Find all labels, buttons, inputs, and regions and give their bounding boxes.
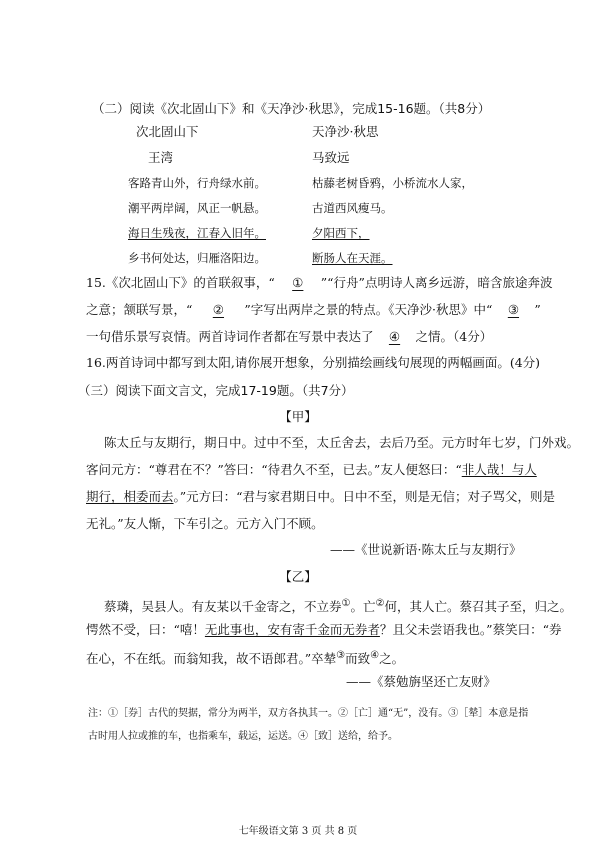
passage-jia-line-3 [86,489,555,505]
yi-text-2a: 愕然不受，曰：“嘻！ [86,622,205,637]
passage-jia-line-1: 陈太丘与友期行，期日中。过中不至，太丘舍去，去后乃至。元方时年七岁，门外戏。 [104,435,580,450]
answer-blank-1[interactable]: ① [292,275,304,290]
yi-text-2b: ？且父未尝语我也。”蔡笑曰：“券 [379,622,562,637]
jia-text-3b: 。”元方曰：“君与家君期日中。日中不至，则是无信；对子骂父，则是 [173,489,556,504]
footnote-ref-3: ③ [336,650,346,661]
footnote-ref-4: ④ [370,650,380,661]
poem2-line-4-underlined: 断肠人在天涯。 [312,251,393,265]
footnote-ref-2: ② [375,598,385,609]
answer-blank-3[interactable]: ③ [507,302,520,317]
yi-text-1c: 何，其人亡。蔡召其子至，归之。 [384,599,572,615]
question-15-line-1 [86,275,552,291]
q15-text-2: ”“行舟”点明诗人离乡远游，暗含旅途奔波 [320,275,553,290]
yi-text-3a: 在心，不在纸。而翁知我，故不语郎君。”卒辇 [86,651,337,667]
passage-jia-source: ——《世说新语·陈太丘与友期行》 [330,542,522,557]
jia-underlined-2: 非人哉！与人 [461,462,537,477]
yi-text-1a: 蔡璘，吴县人。有友某以千金寄之，不立券 [104,599,342,615]
poem2-line-2: 古道西风瘦马。 [312,201,393,215]
q15-text-6: 一句借乐景写哀情。两首诗词作者都在写景中表达了 [86,329,374,344]
poem2-line-3-underlined: 夕阳西下， [312,226,370,240]
question-15-line-3 [86,329,492,345]
poem1-line-3-underlined: 海日生残夜，江春入旧年。 [128,226,266,240]
q15-text-3: 之意；颔联写景，“ [86,302,193,317]
q15-text-5: ” [534,302,541,317]
jia-text-2a: 客问元方：“尊君在不？”答曰：“待君久不至，已去。”友人便怒曰：“ [86,462,462,477]
poem1-author: 王湾 [148,150,174,165]
yi-text-1b: 。亡 [350,599,376,615]
yi-underlined-2: 无此事也，安有寄千金而无券者 [204,622,380,637]
jia-underlined-3: 期行，相委而去 [86,489,174,504]
poem2-title: 天净沙·秋思 [312,124,379,139]
passage-jia-label: 【甲】 [279,409,317,424]
yi-text-3b: 而致 [345,651,371,667]
section2-heading: （二）阅读《次北固山下》和《天净沙·秋思》，完成15-16题。（共8分） [92,101,491,116]
q15-text-4: ”字写出两岸之景的特点。《天净沙·秋思》中“ [244,302,493,317]
answer-blank-4[interactable]: ④ [388,329,401,344]
passage-yi-source: ——《蔡勉旃坚还亡友财》 [346,674,497,689]
section3-heading: （三）阅读下面文言文，完成17-19题。（共7分） [78,383,354,398]
yi-text-3c: 之。 [379,651,405,667]
annotation-line-1: 注：①［券］古代的契据，常分为两半，双方各执其一。②［亡］通“无”，没有。③［辇］本意是指 [88,708,529,719]
q15-text-1: 15.《次北固山下》的首联叙事，“ [86,275,275,290]
poem1-line-4: 乡书何处达，归雁洛阳边。 [128,251,266,265]
q15-text-7: 之情。（4分） [415,329,493,344]
poem2-author: 马致远 [312,150,350,165]
poem1-line-1: 客路青山外，行舟绿水前。 [128,176,266,190]
passage-jia-line-4: 无礼。”友人惭，下车引之。元方入门不顾。 [86,516,324,531]
poem1-title: 次北固山下 [136,124,199,139]
page-footer: 七年级语文第 3 页 共 8 页 [238,826,358,837]
poem2-line-1: 枯藤老树昏鸦，小桥流水人家， [312,176,473,190]
question-16: 16.两首诗词中都写到太阳,请你展开想象，分别描绘画线句展现的两幅画面。(4分) [86,355,541,370]
annotation-line-2: 古时用人拉或推的车，也指乘车，载运，运送。④［致］送给，给予。 [88,731,398,742]
passage-yi-label: 【乙】 [279,569,317,584]
passage-yi-line-1 [104,596,572,615]
passage-yi-line-2 [86,622,561,638]
passage-yi-line-3 [86,648,404,667]
footnote-ref-1: ① [341,598,351,609]
passage-jia-line-2 [86,462,537,478]
question-15-line-2 [86,302,541,318]
poem1-line-2: 潮平两岸阔，风正一帆悬。 [128,201,266,215]
answer-blank-2[interactable]: ② [212,302,225,317]
